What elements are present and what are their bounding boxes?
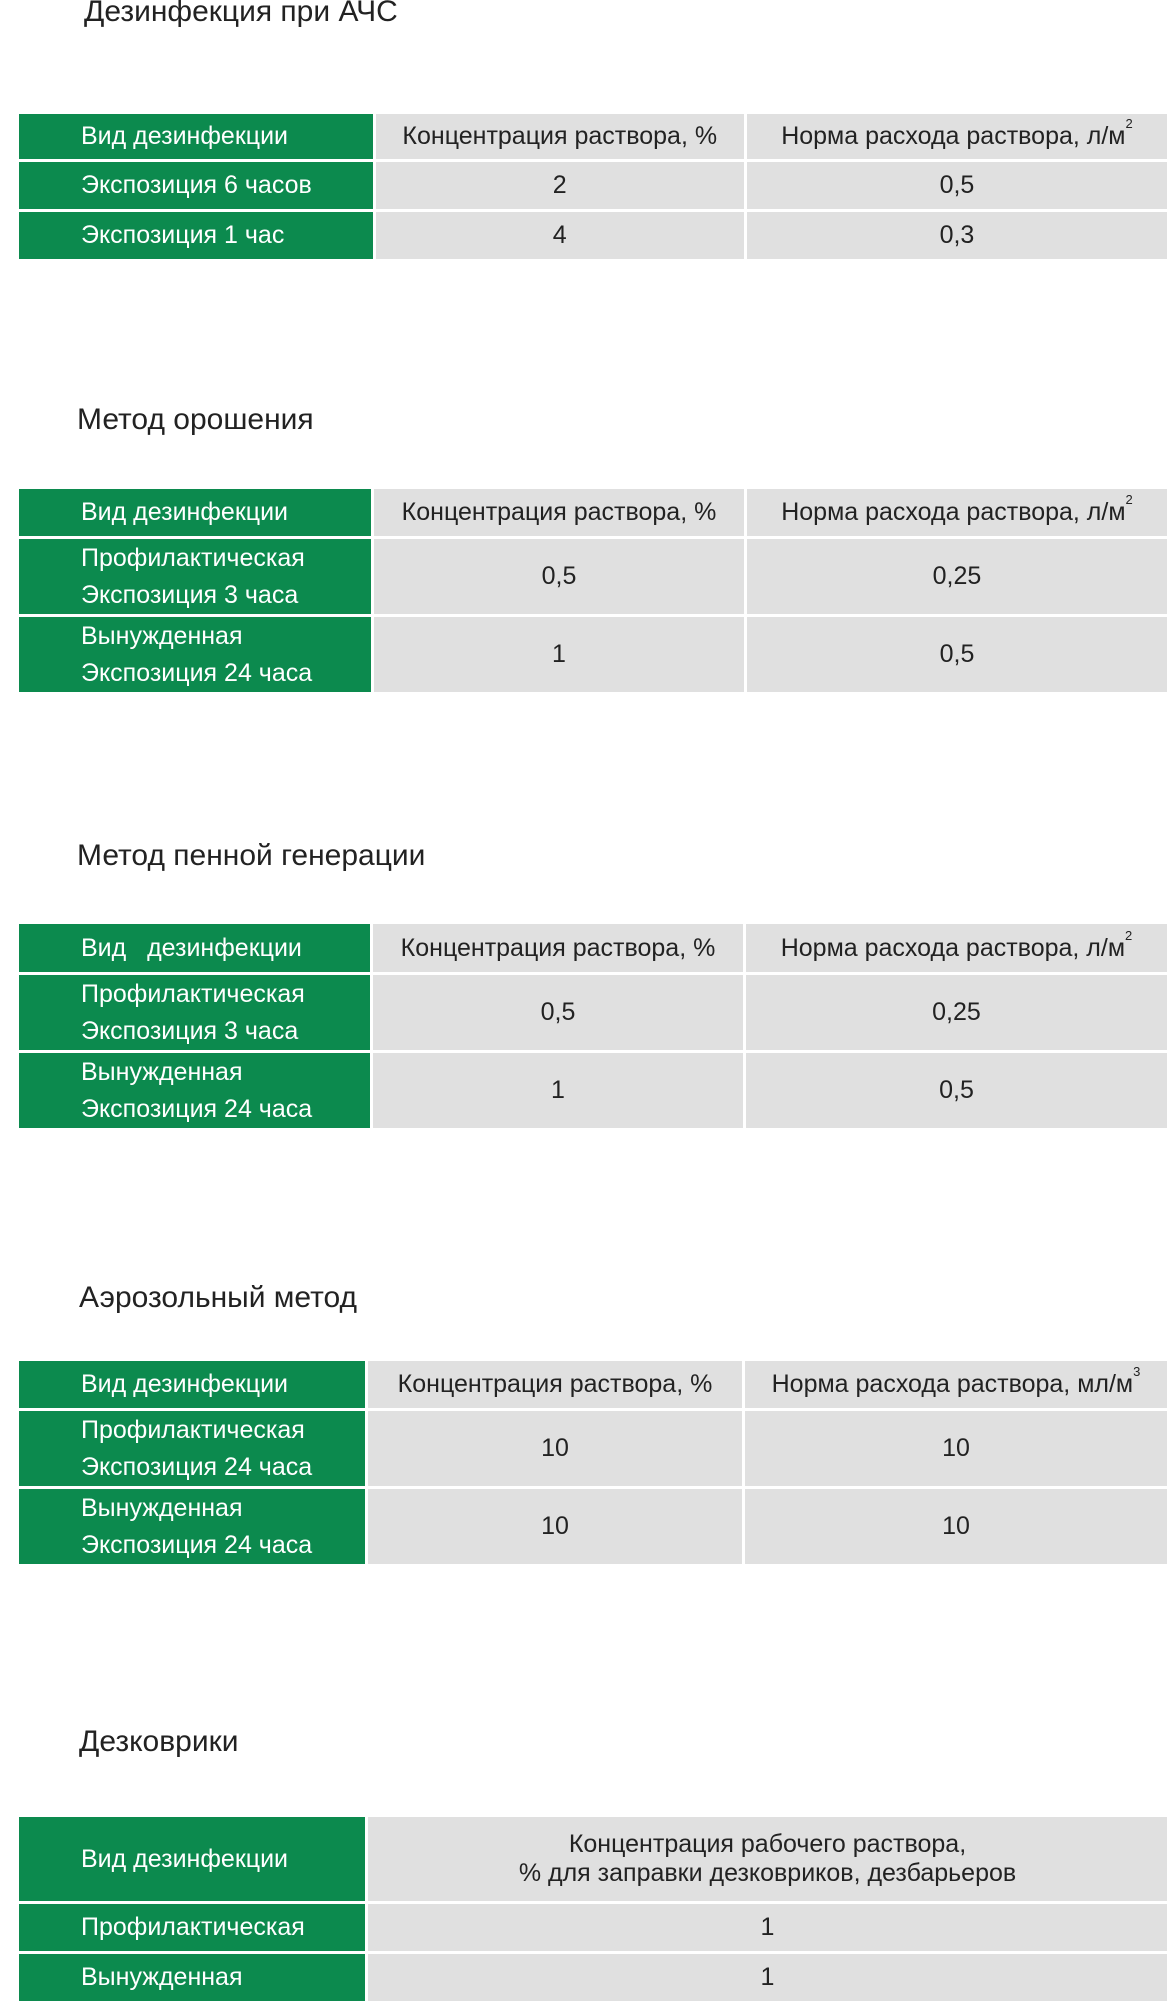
table-row bbox=[19, 1489, 1167, 1564]
row-concentration: 0,5 bbox=[373, 975, 743, 1050]
row-concentration: 1 bbox=[368, 1904, 1167, 1951]
row-kind: Профилактическая Экспозиция 3 часа bbox=[19, 975, 370, 1050]
row-concentration: 4 bbox=[376, 212, 744, 259]
row-concentration: 0,5 bbox=[374, 539, 744, 614]
row-concentration: 10 bbox=[368, 1411, 742, 1486]
row-concentration: 1 bbox=[374, 617, 744, 692]
header-concentration: Концентрация раствора, % bbox=[376, 114, 744, 159]
table-header-row bbox=[19, 114, 1167, 159]
table-row bbox=[19, 162, 1167, 209]
row-concentration: 2 bbox=[376, 162, 744, 209]
row-kind: Вынужденная Экспозиция 24 часа bbox=[19, 1489, 365, 1564]
disinfection-mats-table bbox=[16, 1814, 1170, 2004]
header-kind: Вид дезинфекции bbox=[19, 924, 370, 972]
row-kind: Экспозиция 6 часов bbox=[19, 162, 373, 209]
row-concentration: 10 bbox=[368, 1489, 742, 1564]
row-kind: Экспозиция 1 час bbox=[19, 212, 373, 259]
header-rate: Норма расхода раствора, $л/м^2$ bbox=[747, 489, 1167, 536]
row-kind: Профилактическая Экспозиция 24 часа bbox=[19, 1411, 365, 1486]
header-concentration: Концентрация рабочего раствора, % для заправки дезковриков, дезбарьеров bbox=[368, 1817, 1167, 1901]
table-row bbox=[19, 975, 1167, 1050]
section-title-disinfection-mats: Дезковрики bbox=[79, 1725, 239, 1758]
section-title-asf: Дезинфекция при АЧС bbox=[84, 0, 398, 28]
row-rate: 10 bbox=[745, 1489, 1167, 1564]
row-rate: 0,5 bbox=[747, 162, 1167, 209]
row-kind: Профилактическая Экспозиция 3 часа bbox=[19, 539, 371, 614]
section-title-foam-generation: Метод пенной генерации bbox=[77, 839, 426, 872]
table-row bbox=[19, 617, 1167, 692]
header-concentration: Концентрация раствора, % bbox=[373, 924, 743, 972]
section-title-irrigation: Метод орошения bbox=[77, 403, 314, 436]
table-row bbox=[19, 212, 1167, 259]
header-concentration: Концентрация раствора, % bbox=[368, 1361, 742, 1408]
table-row bbox=[19, 1411, 1167, 1486]
row-rate: 0,25 bbox=[747, 539, 1167, 614]
foam-generation-table bbox=[16, 921, 1170, 1131]
row-concentration: 1 bbox=[373, 1053, 743, 1128]
table-header-row bbox=[19, 924, 1167, 972]
header-kind: Вид дезинфекции bbox=[19, 1361, 365, 1408]
table-row bbox=[19, 539, 1167, 614]
row-kind: Вынужденная Экспозиция 24 часа bbox=[19, 617, 371, 692]
header-rate: Норма расхода раствора, $мл/м^3$ bbox=[745, 1361, 1167, 1408]
row-kind: Профилактическая bbox=[19, 1904, 365, 1951]
table-header-row bbox=[19, 489, 1167, 536]
row-kind: Вынужденная bbox=[19, 1954, 365, 2001]
section-title-aerosol: Аэрозольный метод bbox=[79, 1281, 358, 1314]
header-kind: Вид дезинфекции bbox=[19, 1817, 365, 1901]
table-row bbox=[19, 1954, 1167, 2001]
table-row bbox=[19, 1053, 1167, 1128]
row-concentration: 1 bbox=[368, 1954, 1167, 2001]
table-row bbox=[19, 1904, 1167, 1951]
row-rate: 0,3 bbox=[747, 212, 1167, 259]
aerosol-table bbox=[16, 1358, 1170, 1567]
row-kind: Вынужденная Экспозиция 24 часа bbox=[19, 1053, 370, 1128]
table-header-row bbox=[19, 1361, 1167, 1408]
header-kind: Вид дезинфекции bbox=[19, 489, 371, 536]
table-header-row bbox=[19, 1817, 1167, 1901]
header-rate: Норма расхода раствора, $л/м^2$ bbox=[747, 114, 1167, 159]
row-rate: 0,5 bbox=[746, 1053, 1167, 1128]
row-rate: 0,25 bbox=[746, 975, 1167, 1050]
asf-disinfection-table bbox=[16, 111, 1170, 262]
header-rate: Норма расхода раствора, $л/м^2$ bbox=[746, 924, 1167, 972]
row-rate: 10 bbox=[745, 1411, 1167, 1486]
header-concentration: Концентрация раствора, % bbox=[374, 489, 744, 536]
header-kind: Вид дезинфекции bbox=[19, 114, 373, 159]
row-rate: 0,5 bbox=[747, 617, 1167, 692]
irrigation-table bbox=[16, 486, 1170, 695]
